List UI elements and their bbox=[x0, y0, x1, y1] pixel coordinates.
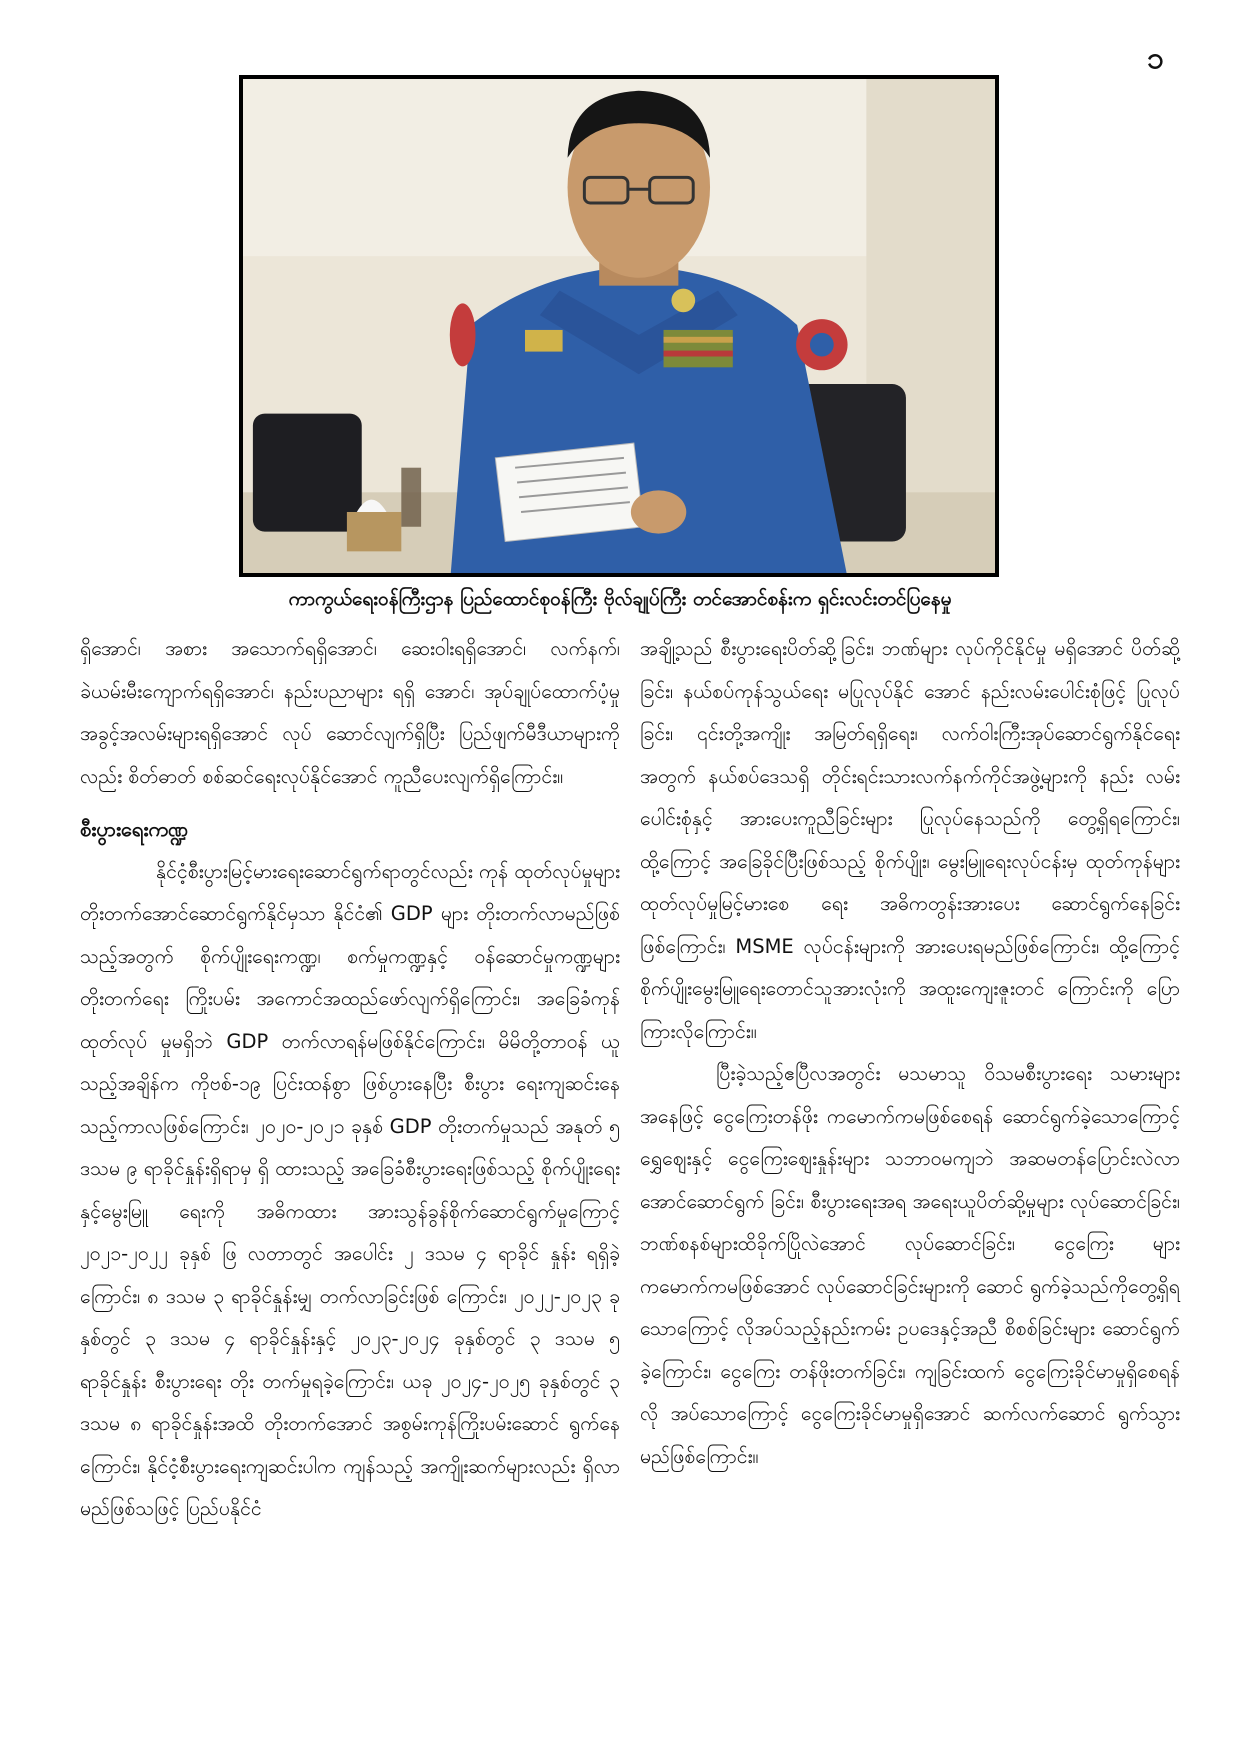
photo-illustration bbox=[243, 79, 995, 573]
page-number: ၁ bbox=[1147, 41, 1164, 76]
news-photo bbox=[239, 75, 999, 577]
section-heading: စီးပွားရေးကဏ္ဍ bbox=[80, 817, 189, 841]
right-paragraph-2: ပြီးခဲ့သည့်ဧပြီလအတွင်း မသမာသူ ဝိသမစီးပွားရေး သမားများအနေဖြင့် ငွေကြေးတန်ဖိုး ကမောက်ကမဖြစ်စေရန် ဆောင်ရွက်ခဲ့သောကြောင့် ရွှေဈေးနှင့် ငွေကြေးဈေးနှုန်းများ သဘာဝမကျဘဲ အဆမတန်ပြောင်းလဲလာအောင်ဆောင်ရွက် ခြင်း၊ စီးပွားရေးအရ အရေးယူပိတ်ဆို့မှုများ လုပ်ဆောင်ခြင်း၊ ဘဏ်စနစ်များထိခိုက်ပြိုလဲအောင် လုပ်ဆောင်ခြင်း၊ ငွေကြေး များ ကမောက်ကမဖြစ်အောင် လုပ်ဆောင်ခြင်းများကို ဆောင် ရွက်ခဲ့သည်ကိုတွေ့ရှိရသောကြောင့် လိုအပ်သည့်နည်းကမ်း ဥပဒေနှင့်အညီ စိစစ်ခြင်းများ ဆောင်ရွက်ခဲ့ကြောင်း၊ ငွေကြေး တန်ဖိုးတက်ခြင်း၊ ကျခြင်းထက် ငွေကြေးခိုင်မာမှုရှိစေရန် လို အပ်သောကြောင့် ငွေကြေးခိုင်မာမှုရှိအောင် ဆက်လက်ဆောင် ရွက်သွားမည်ဖြစ်ကြောင်း။ bbox=[640, 1062, 1180, 1468]
right-paragraph-1: အချို့သည် စီးပွားရေးပိတ်ဆို့ခြင်း၊ ဘဏ်များ လုပ်ကိုင်နိုင်မှု မရှိအောင် ပိတ်ဆို့ခြင်း၊ နယ်စပ်ကုန်သွယ်ရေး မပြုလုပ်နိုင် အောင် နည်းလမ်းပေါင်းစုံဖြင့် ပြုလုပ်ခြင်း၊ ၎င်းတို့အကျိုး အမြတ်ရရှိရေး၊ လက်ဝါးကြီးအုပ်ဆောင်ရွက်နိုင်ရေးအတွက် နယ်စပ်ဒေသရှိ တိုင်းရင်းသားလက်နက်ကိုင်အဖွဲ့များကို နည်း လမ်းပေါင်းစုံနှင့် အားပေးကူညီခြင်းများ ပြုလုပ်နေသည်ကို တွေ့ရှိရကြောင်း၊ ထို့ကြောင့် အခြေခိုင်ပြီးဖြစ်သည့် စိုက်ပျိုး၊ မွေးမြူရေးလုပ်ငန်းမှ ထုတ်ကုန်များ ထုတ်လုပ်မှုမြင့်မားစေ ရေး အဓိကတွန်းအားပေး ဆောင်ရွက်နေခြင်းဖြစ်ကြောင်း၊ MSME လုပ်ငန်းများကို အားပေးရမည်ဖြစ်ကြောင်း၊ ထို့ကြောင့် စိုက်ပျိုးမွေးမြူရေးတောင်သူအားလုံးကို အထူးကျေးဇူးတင် ကြောင်းကို ပြောကြားလိုကြောင်း။ bbox=[640, 637, 1180, 1043]
intro-paragraph: ရှိအောင်၊ အစား အသောက်ရရှိအောင်၊ ဆေးဝါးရရှိအောင်၊ လက်နက်၊ ခဲယမ်းမီးကျောက်ရရှိအောင်၊ နည်းပညာများ ရရှိ အောင်၊ အုပ်ချုပ်ထောက်ပံ့မှုအခွင့်အလမ်းများရရှိအောင် လုပ် ဆောင်လျက်ရှိပြီး ပြည်ဖျက်မီဒီယာများကိုလည်း စိတ်ဓာတ် စစ်ဆင်ရေးလုပ်နိုင်အောင် ကူညီပေးလျက်ရှိကြောင်း။ bbox=[80, 637, 620, 788]
right-column bbox=[640, 628, 1180, 1478]
left-column bbox=[80, 628, 620, 1531]
body-paragraph: နိုင်ငံ့စီးပွားမြင့်မားရေးဆောင်ရွက်ရာတွင်လည်း ကုန် ထုတ်လုပ်မှုများ တိုးတက်အောင်ဆောင်ရွက်နိုင်မှသာ နိုင်ငံ၏ GDP များ တိုးတက်လာမည်ဖြစ်သည့်အတွက် စိုက်ပျိုးရေးကဏ္ဍ၊ စက်မှုကဏ္ဍနှင့် ဝန်ဆောင်မှုကဏ္ဍများတိုးတက်ရေး ကြိုးပမ်း အကောင်အထည်ဖော်လျက်ရှိကြောင်း၊ အခြေခံကုန်ထုတ်လုပ် မှုမရှိဘဲ GDP တက်လာရန်မဖြစ်နိုင်ကြောင်း၊ မိမိတို့တာဝန် ယူသည့်အချိန်က ကိုဗစ်-၁၉ ပြင်းထန်စွာ ဖြစ်ပွားနေပြီး စီးပွား ရေးကျဆင်းနေသည့်ကာလဖြစ်ကြောင်း၊ ၂၀၂၀-၂၀၂၁ ခုနှစ် GDP တိုးတက်မှုသည် အနုတ် ၅ ဒသမ ၉ ရာခိုင်နှုန်းရှိရာမှ ရှိ ထားသည့် အခြေခံစီးပွားရေးဖြစ်သည့် စိုက်ပျိုးရေးနှင့်မွေးမြူ ရေးကို အဓိကထား အားသွန်ခွန်စိုက်ဆောင်ရွက်မှုကြောင့် ၂၀၂၁-၂၀၂၂ ခုနှစ် ဖြ လတာတွင် အပေါင်း ၂ ဒသမ ၄ ရာခိုင် နှုန်း ရရှိခဲ့ကြောင်း၊ ၈ ဒသမ ၃ ရာခိုင်နှုန်းမျှ တက်လာခြင်းဖြစ် ကြောင်း၊ ၂၀၂၂-၂၀၂၃ ခုနှစ်တွင် ၃ ဒသမ ၄ ရာခိုင်နှုန်းနှင့် ၂၀၂၃-၂၀၂၄ ခုနှစ်တွင် ၃ ဒသမ ၅ ရာခိုင်နှုန်း စီးပွားရေး တိုး တက်မှုရခဲ့ကြောင်း၊ ယခု ၂၀၂၄-၂၀၂၅ ခုနှစ်တွင် ၃ ဒသမ ၈ ရာခိုင်နှုန်းအထိ တိုးတက်အောင် အစွမ်းကုန်ကြိုးပမ်းဆောင် ရွက်နေကြောင်း၊ နိုင်ငံ့စီးပွားရေးကျဆင်းပါက ကျန်သည့် အကျိုးဆက်များလည်း ရှိလာမည်ဖြစ်သဖြင့် ပြည်ပနိုင်ငံ bbox=[80, 859, 620, 1520]
photo-caption: ကာကွယ်ရေးဝန်ကြီးဌာန ပြည်ထောင်စုဝန်ကြီး ဗိုလ်ချုပ်ကြီး တင်အောင်စန်းက ရှင်းလင်းတင်ပြနေမှု bbox=[288, 588, 952, 610]
